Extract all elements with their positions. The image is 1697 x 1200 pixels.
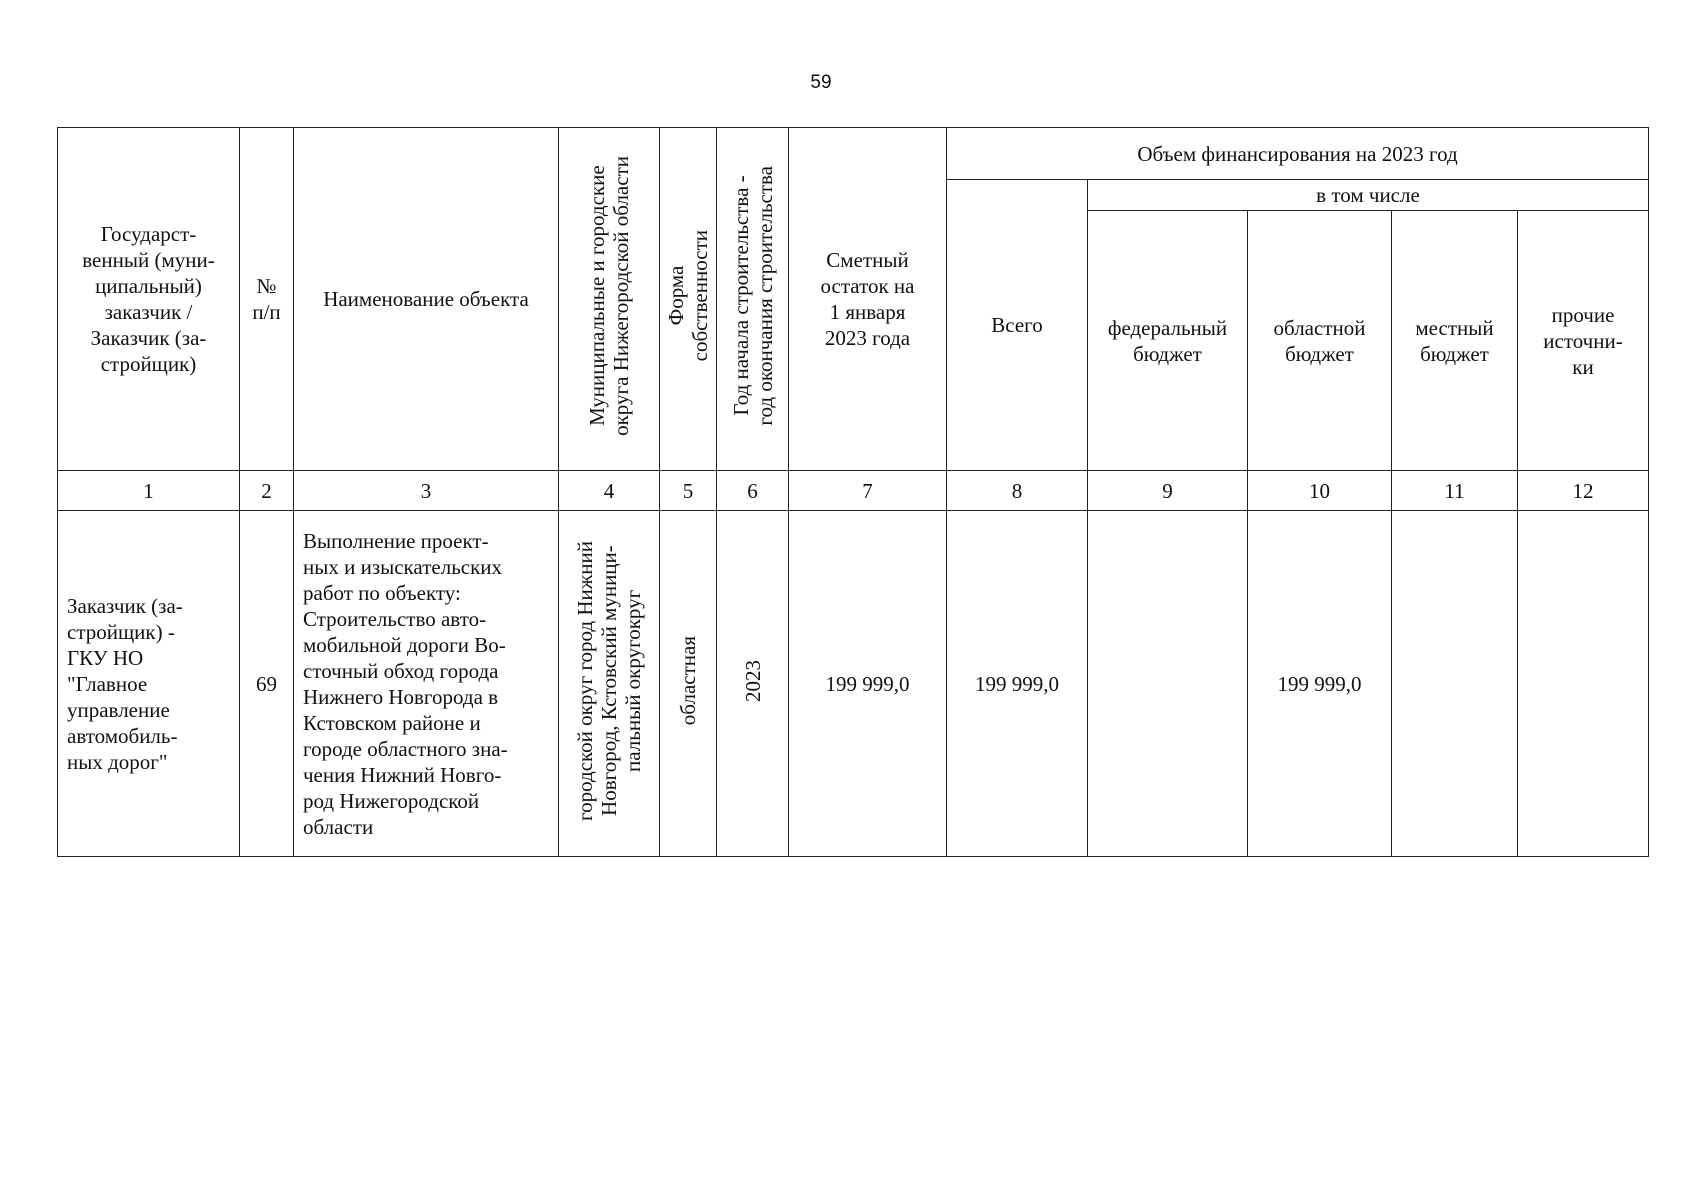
financing-table	[57, 127, 1649, 857]
column-number: 2	[240, 471, 294, 511]
row-years	[717, 511, 789, 857]
row-ownership-text: областная	[676, 635, 700, 726]
column-number: 3	[294, 471, 559, 511]
column-number: 8	[947, 471, 1088, 511]
header-years	[717, 128, 789, 471]
row-customer: Заказчик (за- стройщик) - ГКУ НО "Главное управление автомобиль- ных дорог"	[58, 511, 240, 857]
page-number: 59	[810, 72, 832, 93]
header-total: Всего	[947, 180, 1088, 471]
row-object-name: Выполнение проект- ных и изыскательских работ по объекту: Строительство авто- мобильной дороги Во- сточный обход города Нижнего Новгорода в Кстовском районе и городе областного зна- чения Нижний Новго- род Нижегородской области	[294, 511, 559, 857]
header-municipality-text: Муниципальные и городские округа Нижегородской области	[585, 156, 633, 436]
header-ownership-text: Форма собственности	[664, 230, 712, 362]
header-balance: Сметный остаток на 1 января 2023 года	[789, 128, 947, 471]
header-funding-title: Объем финансирования на 2023 год	[947, 128, 1649, 180]
column-number: 11	[1392, 471, 1518, 511]
row-municipality-text: городской округ город Нижний Новгород, Кстовский муници- пальный округокруг	[573, 540, 645, 821]
column-number: 1	[58, 471, 240, 511]
column-number: 5	[660, 471, 717, 511]
column-number: 12	[1518, 471, 1649, 511]
header-including: в том числе	[1088, 180, 1649, 211]
header-municipality	[559, 128, 660, 471]
row-balance: 199 999,0	[789, 511, 947, 857]
header-customer-text: Государст- венный (муни- ципальный) заказчик / Заказчик (за- стройщик)	[82, 222, 215, 376]
row-municipality	[559, 511, 660, 857]
header-row	[58, 128, 1649, 180]
header-customer	[58, 128, 240, 471]
header-regional: областной бюджет	[1248, 211, 1392, 471]
row-total: 199 999,0	[947, 511, 1088, 857]
header-federal: федеральный бюджет	[1088, 211, 1248, 471]
header-object-name: Наименование объекта	[294, 128, 559, 471]
column-number: 4	[559, 471, 660, 511]
header-local: местный бюджет	[1392, 211, 1518, 471]
header-number: № п/п	[240, 128, 294, 471]
column-number: 10	[1248, 471, 1392, 511]
row-years-text: 2023	[740, 659, 765, 702]
column-numbers-row	[58, 471, 1649, 511]
row-number: 69	[240, 511, 294, 857]
row-other	[1518, 511, 1649, 857]
row-ownership	[660, 511, 717, 857]
column-number: 9	[1088, 471, 1248, 511]
row-federal	[1088, 511, 1248, 857]
row-local	[1392, 511, 1518, 857]
header-other: прочие источни- ки	[1518, 211, 1649, 471]
column-number: 6	[717, 471, 789, 511]
table-row	[58, 511, 1649, 857]
column-number: 7	[789, 471, 947, 511]
row-regional: 199 999,0	[1248, 511, 1392, 857]
header-years-text: Год начала строительства - год окончания строительства	[728, 166, 777, 426]
header-ownership	[660, 128, 717, 471]
